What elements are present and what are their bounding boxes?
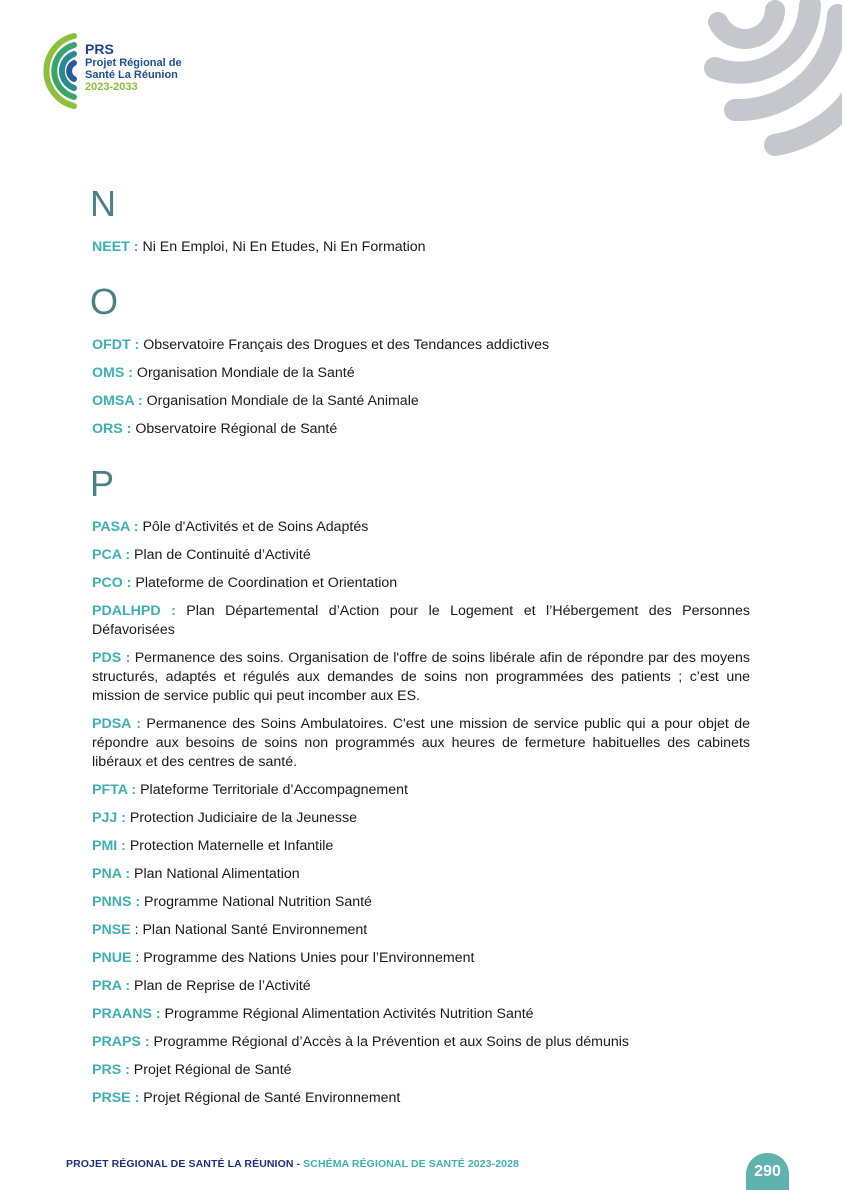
abbreviation: ORS :: [92, 421, 132, 437]
abbreviation: NEET :: [92, 239, 139, 255]
footer-section-title: SCHÉMA RÉGIONAL DE SANTÉ 2023-2028: [303, 1158, 519, 1170]
definition: Pôle d'Activités et de Soins Adaptés: [138, 519, 369, 535]
glossary-entry: [92, 392, 750, 411]
definition: Observatoire Français des Drogues et des Tendances addictives: [139, 337, 550, 353]
definition: Plan National Alimentation: [130, 866, 300, 882]
section-letter: P: [90, 463, 115, 504]
glossary-entry: [92, 546, 750, 565]
section-o: [92, 282, 750, 439]
glossary-entry: [92, 238, 750, 257]
glossary-entry: [92, 865, 750, 884]
abbreviation: PDS :: [92, 650, 131, 666]
abbreviation: PRAPS :: [92, 1034, 150, 1050]
definition: Permanence des Soins Ambulatoires. C'est une mission de service public qui a pour objet de répondre aux besoins de soins non programmés aux heures de fermeture habituelles des cabinets libéraux et des centres de santé.: [92, 716, 750, 770]
abbreviation: PJJ :: [92, 810, 126, 826]
definition: : Plan National Santé Environnement: [130, 922, 368, 938]
glossary: [92, 184, 750, 1117]
abbreviation: PNNS :: [92, 894, 141, 910]
glossary-entry: [92, 1061, 750, 1080]
abbreviation: PNSE: [92, 922, 131, 938]
glossary-entry: [92, 649, 750, 706]
prs-arcs-icon: [26, 30, 82, 112]
definition: : Programme des Nations Unies pour l’Environnement: [131, 950, 475, 966]
glossary-entry: [92, 1089, 750, 1108]
glossary-entry: [92, 420, 750, 439]
abbreviation: PRA :: [92, 978, 131, 994]
footer-document-title: PROJET RÉGIONAL DE SANTÉ LA RÉUNION: [66, 1158, 294, 1170]
glossary-entry: [92, 837, 750, 856]
glossary-entry: [92, 602, 750, 640]
abbreviation: PRAANS :: [92, 1006, 161, 1022]
page-number-badge: 290: [746, 1153, 789, 1190]
logo-line-1: Projet Régional de: [85, 57, 182, 69]
abbreviation: PDSA :: [92, 716, 142, 732]
definition: Plateforme Territoriale d’Accompagnement: [136, 782, 408, 798]
glossary-entry: [92, 1005, 750, 1024]
definition: Organisation Mondiale de la Santé Animale: [142, 393, 419, 409]
abbreviation: PFTA :: [92, 782, 137, 798]
definition: Protection Maternelle et Infantile: [125, 838, 334, 854]
section-letter: O: [90, 281, 119, 322]
glossary-entry: [92, 921, 750, 940]
definition: Programme Régional Alimentation Activités Nutrition Santé: [160, 1006, 534, 1022]
decorative-arcs-icon: [690, 0, 842, 160]
definition: Programme Régional d’Accès à la Prévention et aux Soins de plus démunis: [149, 1034, 630, 1050]
section-letter: N: [90, 183, 116, 224]
abbreviation: PDALHPD :: [92, 603, 176, 619]
definition: Plateforme de Coordination et Orientation: [131, 575, 398, 591]
definition: Projet Régional de Santé Environnement: [139, 1090, 401, 1106]
definition: Permanence des soins. Organisation de l'offre de soins libérale afin de répondre par des moyens structurés, adaptés et régulés aux demandes de soins non programmées des patients ; c’est une mission de service public qui peut incomber aux ES.: [92, 650, 750, 704]
glossary-entry: [92, 949, 750, 968]
logo-line-2: Santé La Réunion: [85, 69, 178, 81]
abbreviation: OFDT :: [92, 337, 140, 353]
glossary-entry: [92, 977, 750, 996]
glossary-entry: [92, 574, 750, 593]
logo-years: 2023-2033: [85, 81, 138, 93]
abbreviation: PRSE :: [92, 1090, 140, 1106]
definition: Plan de Continuité d’Activité: [130, 547, 311, 563]
abbreviation: PRS :: [92, 1062, 130, 1078]
glossary-entry: [92, 893, 750, 912]
page-footer: [66, 1158, 519, 1170]
glossary-entry: [92, 518, 750, 537]
definition: Observatoire Régional de Santé: [131, 421, 338, 437]
glossary-entry: [92, 364, 750, 383]
abbreviation: OMSA :: [92, 393, 143, 409]
definition: Projet Régional de Santé: [129, 1062, 292, 1078]
abbreviation: PNUE: [92, 950, 132, 966]
abbreviation: PASA :: [92, 519, 139, 535]
definition: Plan Départemental d’Action pour le Logement et l’Hébergement des Personnes Défavorisées: [92, 603, 750, 638]
definition: Programme National Nutrition Santé: [140, 894, 372, 910]
definition: Plan de Reprise de l’Activité: [130, 978, 311, 994]
definition: Protection Judiciaire de la Jeunesse: [125, 810, 357, 826]
definition: Organisation Mondiale de la Santé: [132, 365, 355, 381]
prs-logo: [26, 30, 206, 112]
abbreviation: OMS :: [92, 365, 133, 381]
glossary-entry: [92, 715, 750, 772]
logo-title: PRS: [85, 41, 114, 57]
abbreviation: PCA :: [92, 547, 131, 563]
definition: Ni En Emploi, Ni En Etudes, Ni En Formation: [138, 239, 426, 255]
abbreviation: PMI :: [92, 838, 126, 854]
section-n: [92, 184, 750, 257]
glossary-entry: [92, 809, 750, 828]
abbreviation: PNA :: [92, 866, 131, 882]
section-p: [92, 464, 750, 1108]
footer-separator: -: [293, 1158, 304, 1170]
glossary-entry: [92, 336, 750, 355]
glossary-entry: [92, 781, 750, 800]
abbreviation: PCO :: [92, 575, 132, 591]
glossary-entry: [92, 1033, 750, 1052]
